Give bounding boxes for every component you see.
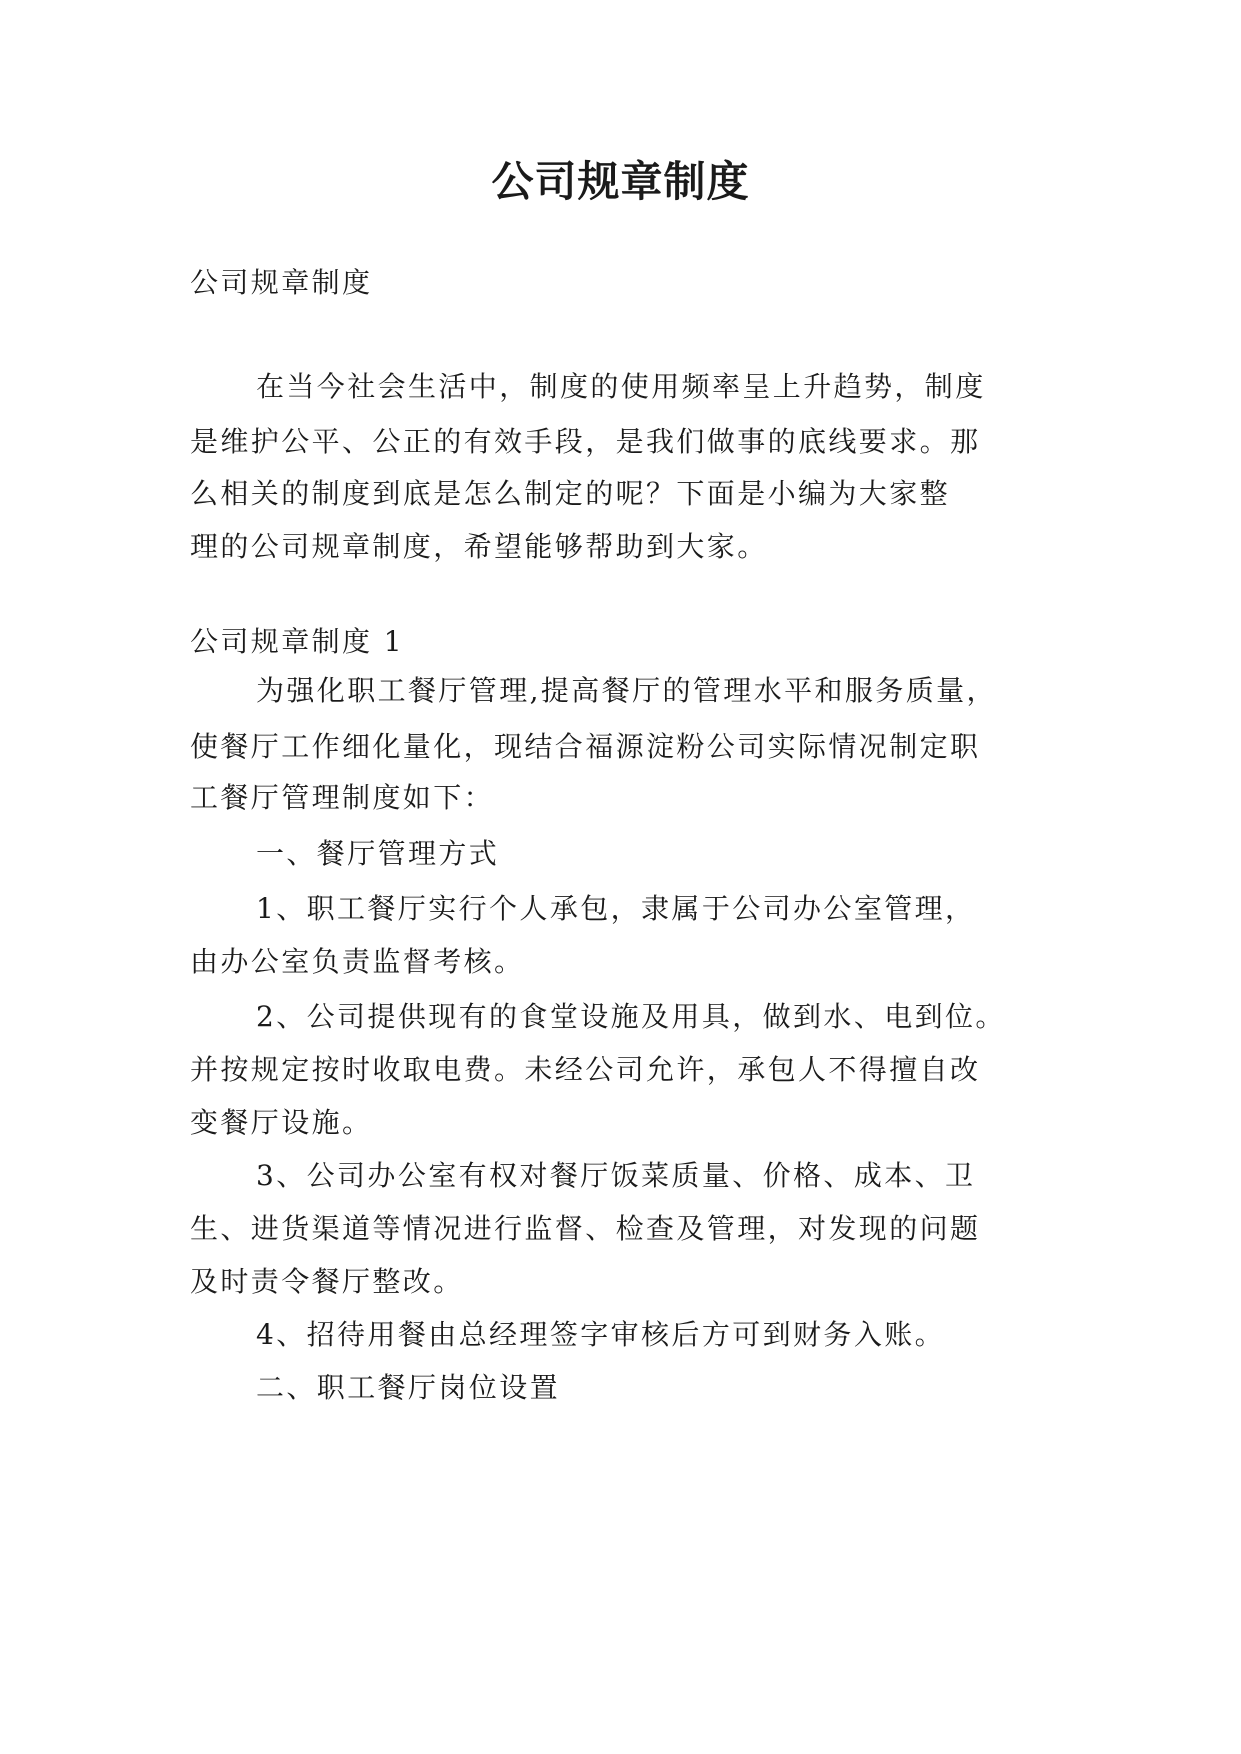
item-3-line-1: 3、公司办公室有权对餐厅饭菜质量、价格、成本、卫 <box>256 1159 976 1192</box>
intro-line-1: 在当今社会生活中，制度的使用频率呈上升趋势，制度 <box>256 370 986 403</box>
item-4-line-1: 4、招待用餐由总经理签字审核后方可到财务入账。 <box>256 1318 946 1351</box>
part-heading-2: 二、职工餐厅岗位设置 <box>256 1371 561 1404</box>
section-heading: 公司规章制度 1 <box>190 625 404 658</box>
item-2-line-1: 2、公司提供现有的食堂设施及用具，做到水、电到位。 <box>256 1000 1006 1033</box>
item-2-line-3: 变餐厅设施。 <box>190 1106 373 1139</box>
part-heading-1: 一、餐厅管理方式 <box>256 837 500 870</box>
item-3-line-2: 生、进货渠道等情况进行监督、检查及管理，对发现的问题 <box>190 1212 981 1245</box>
document-subtitle: 公司规章制度 <box>190 266 373 299</box>
section-intro-line-2: 使餐厅工作细化量化，现结合福源淀粉公司实际情况制定职 <box>190 730 981 763</box>
item-1-line-1: 1、职工餐厅实行个人承包，隶属于公司办公室管理， <box>256 892 976 925</box>
item-3-line-3: 及时责令餐厅整改。 <box>190 1265 464 1298</box>
item-2-line-2: 并按规定按时收取电费。未经公司允许，承包人不得擅自改 <box>190 1053 981 1086</box>
item-1-line-2: 由办公室负责监督考核。 <box>190 945 525 978</box>
intro-line-4: 理的公司规章制度，希望能够帮助到大家。 <box>190 530 768 563</box>
intro-line-3: 么相关的制度到底是怎么制定的呢？下面是小编为大家整 <box>190 477 951 510</box>
section-intro-line-1: 为强化职工餐厅管理,提高餐厅的管理水平和服务质量， <box>256 674 997 707</box>
intro-line-2: 是维护公平、公正的有效手段，是我们做事的底线要求。那 <box>190 425 981 458</box>
section-intro-line-3: 工餐厅管理制度如下： <box>190 781 495 814</box>
document-title: 公司规章制度 <box>491 157 750 206</box>
